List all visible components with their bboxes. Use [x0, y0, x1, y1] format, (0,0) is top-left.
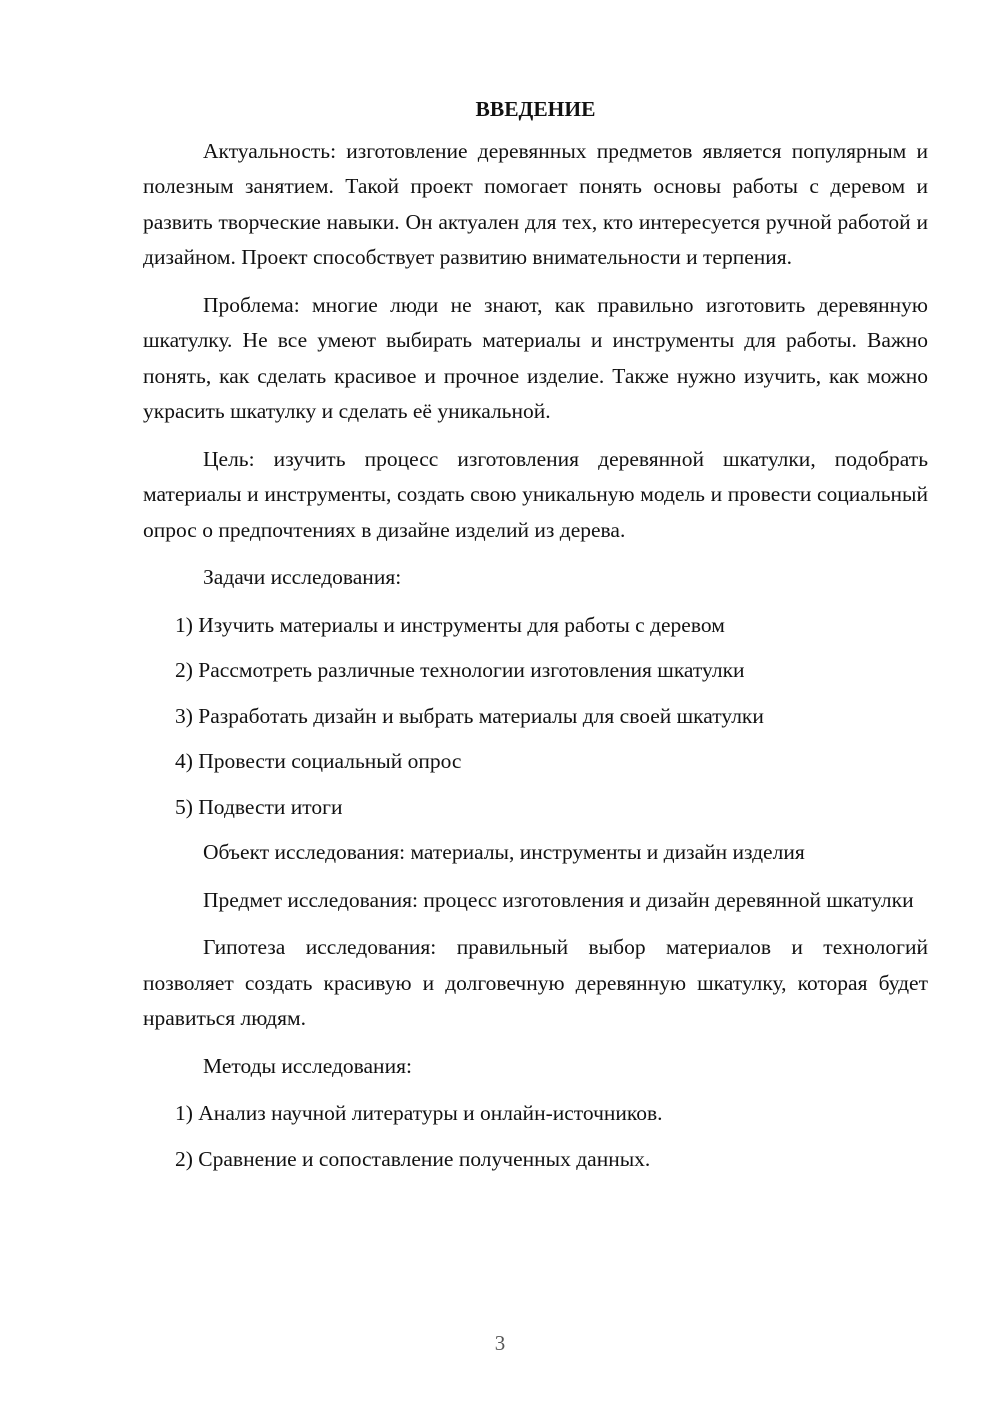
problem-paragraph: Проблема: многие люди не знают, как правильно изготовить деревянную шкатулку. Не все умеют выбирать материалы и инструменты для работы. Важно понять, как сделать красивое и прочное изделие. Также нужно изучить, как можно украсить шкатулку и сделать её уникальной.: [143, 292, 928, 423]
page-number: 3: [494, 1331, 506, 1355]
hypothesis-paragraph: Гипотеза исследования: правильный выбор материалов и технологий позволяет создать красивую и долговечную деревянную шкатулку, которая будет нравиться людям.: [143, 935, 928, 1030]
methods-heading: Методы исследования:: [203, 1053, 412, 1078]
subject-paragraph: Предмет исследования: процесс изготовления и дизайн деревянной шкатулки: [203, 887, 914, 912]
relevance-paragraph: Актуальность: изготовление деревянных предметов является популярным и полезным занятием. Такой проект помогает понять основы работы с деревом и развить творческие навыки. Он актуален для тех, кто интересуется ручной работой и дизайном. Проект способствует развитию внимательности и терпения.: [143, 138, 928, 269]
tasks-heading: Задачи исследования:: [203, 565, 402, 589]
task-item: 3) Разработать дизайн и выбрать материалы для своей шкатулки: [175, 703, 764, 728]
task-item: 5) Подвести итоги: [175, 794, 343, 819]
method-item: 2) Сравнение и сопоставление полученных данных.: [175, 1146, 651, 1171]
goal-paragraph: Цель: изучить процесс изготовления деревянной шкатулки, подобрать материалы и инструменты, создать свою уникальную модель и провести социальный опрос о предпочтениях в дизайне изделий из дерева.: [143, 446, 928, 542]
task-item: 1) Изучить материалы и инструменты для работы с деревом: [175, 612, 725, 637]
method-item: 1) Анализ научной литературы и онлайн-источников.: [175, 1101, 663, 1125]
task-item: 2) Рассмотреть различные технологии изготовления шкатулки: [175, 658, 745, 682]
page-title: ВВЕДЕНИЕ: [475, 97, 596, 121]
object-paragraph: Объект исследования: материалы, инструменты и дизайн изделия: [203, 840, 805, 864]
page-content: [143, 92, 928, 1187]
task-item: 4) Провести социальный опрос: [175, 749, 462, 773]
